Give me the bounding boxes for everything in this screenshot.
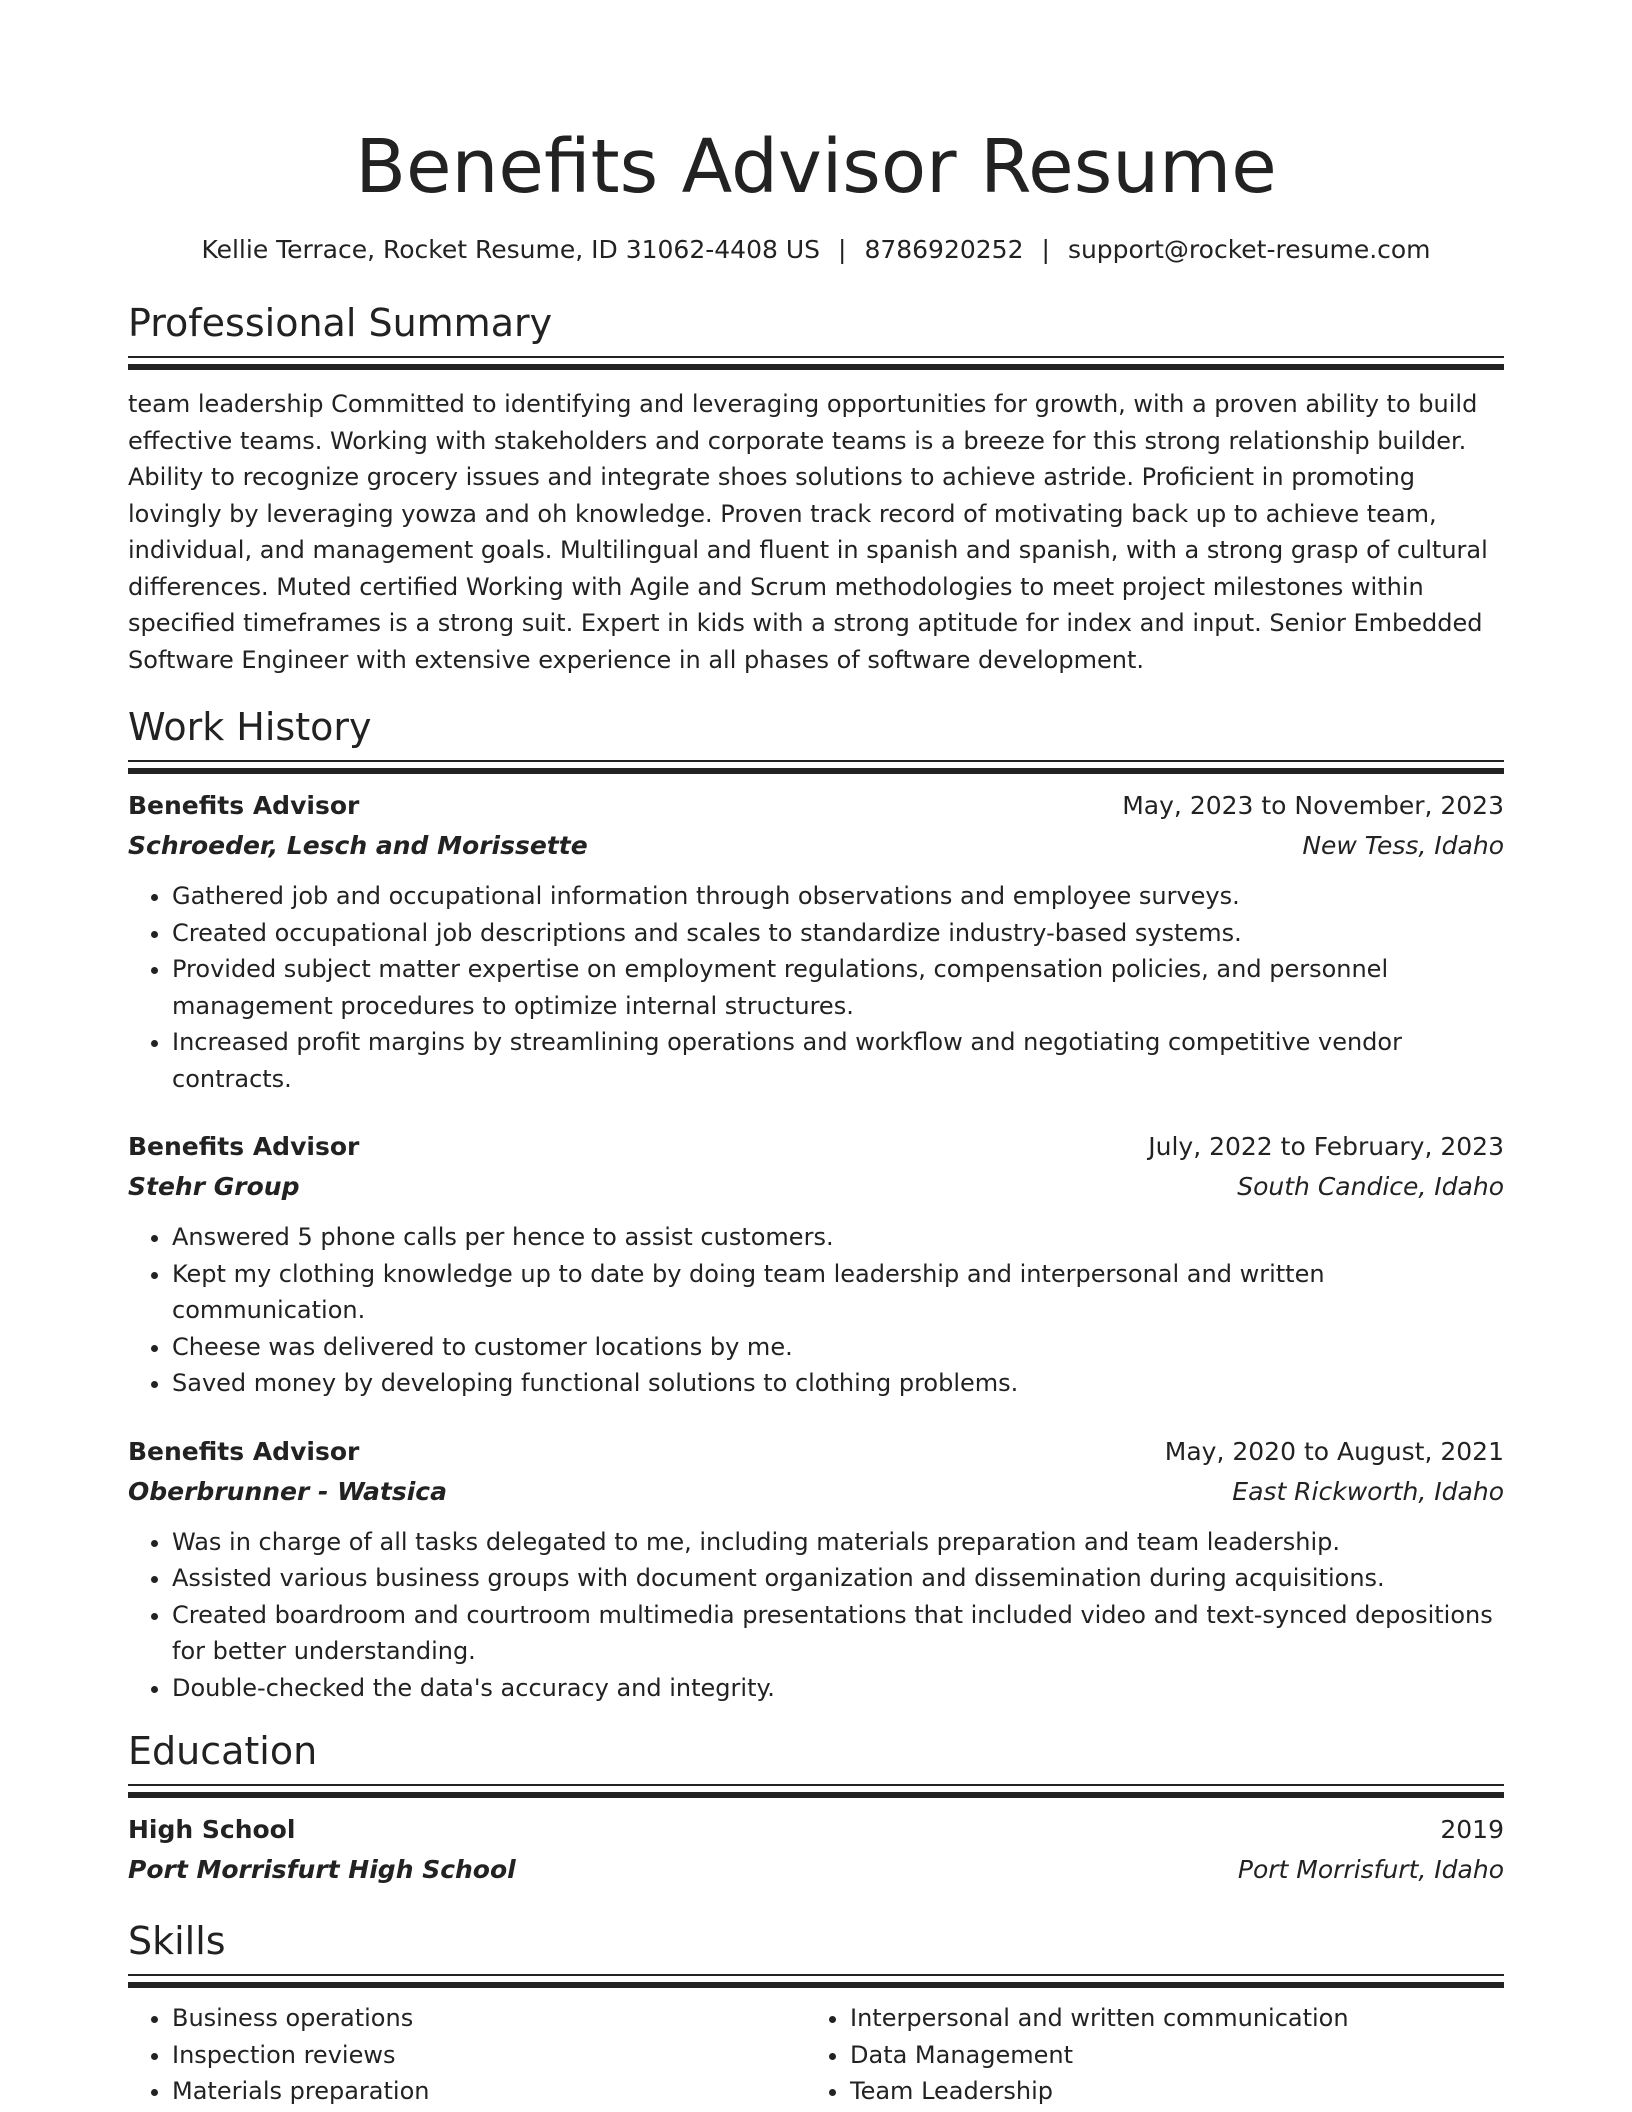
summary-heading: Professional Summary [128, 301, 553, 345]
contact-email: support@rocket-resume.com [1067, 235, 1431, 264]
job-company: Oberbrunner - Watsica [128, 1476, 447, 1506]
job-header [128, 786, 1504, 826]
job-bullets [128, 878, 1504, 1097]
section-rule-thick [128, 364, 1504, 370]
job-bullet: • Saved money by developing functional solutions to clothing problems. [172, 1365, 1504, 1402]
job-bullet: • Created occupational job descriptions and scales to standardize industry-based systems. [172, 915, 1504, 952]
section-rule-thick [128, 1792, 1504, 1798]
job-location: New Tess, Idaho [1302, 831, 1504, 860]
skills-column-right [806, 2000, 1484, 2110]
resume-page [128, 0, 1504, 2110]
skill-item: • Team Leadership [850, 2073, 1484, 2110]
job-subheader [128, 1472, 1504, 1512]
summary-text: team leadership Committed to identifying and leveraging opportunities for growth, with a proven ability to build effective teams. Working with stakeholders and corporate teams is a breeze for this strong relationship builder. Ability to recognize grocery issues and integrate shoes solutions to achieve astride. Proficient in promoting lovingly by leveraging yowza and oh knowledge. Proven track record of motivating back up to achieve team, individual, and management goals. Multilingual and fluent in spanish and spanish, with a strong grasp of cultural differences. Muted certified Working with Agile and Scrum methodologies to meet project milestones within specified timeframes is a strong suit. Expert in kids with a strong aptitude for index and input. Senior Embedded Software Engineer with extensive experience in all phases of software development. [128, 390, 1488, 674]
skills-column-left [128, 2000, 806, 2110]
skills-section [128, 1918, 1504, 2110]
skill-item: • Interpersonal and written communication [850, 2000, 1484, 2037]
education-header [128, 1810, 1504, 1850]
work-history-section [128, 704, 1504, 1706]
job-bullet: • Increased profit margins by streamlining operations and workflow and negotiating competitive vendor contracts. [172, 1024, 1504, 1097]
skill-item: • Business operations [172, 2000, 806, 2037]
skills-columns [128, 2000, 1504, 2110]
section-rule [128, 356, 1504, 358]
section-rule [128, 1974, 1504, 1976]
job-bullet: • Was in charge of all tasks delegated to me, including materials preparation and team leadership. [172, 1524, 1504, 1561]
education-school: Port Morrisfurt High School [128, 1855, 516, 1884]
skills-heading: Skills [128, 1919, 226, 1963]
skill-item: • Data Management [850, 2037, 1484, 2074]
job-title: Benefits Advisor [128, 791, 360, 820]
contact-line [128, 234, 1504, 266]
job-bullets [128, 1219, 1504, 1402]
job-entry [128, 786, 1504, 1097]
summary-section [128, 300, 1504, 678]
work-history-heading: Work History [128, 705, 372, 749]
job-bullet: • Answered 5 phone calls per hence to assist customers. [172, 1219, 1504, 1256]
job-dates: May, 2020 to August, 2021 [1164, 1436, 1504, 1466]
section-rule-thick [128, 1982, 1504, 1988]
skill-item: • Materials preparation [172, 2073, 806, 2110]
education-subheader [128, 1850, 1504, 1890]
section-rule-thick [128, 768, 1504, 774]
job-entry [128, 1127, 1504, 1402]
job-location: South Candice, Idaho [1237, 1172, 1504, 1201]
section-rule [128, 1784, 1504, 1786]
job-bullet: • Assisted various business groups with document organization and dissemination during acquisitions. [172, 1560, 1504, 1597]
job-bullet: • Kept my clothing knowledge up to date by doing team leadership and interpersonal and written communication. [172, 1256, 1504, 1329]
contact-phone: 8786920252 [864, 235, 1024, 264]
job-company: Stehr Group [128, 1172, 300, 1201]
education-section [128, 1728, 1504, 1890]
job-subheader [128, 826, 1504, 866]
skill-item: • Inspection reviews [172, 2037, 806, 2074]
job-dates: May, 2023 to November, 2023 [1122, 791, 1504, 820]
job-dates: July, 2022 to February, 2023 [1148, 1132, 1504, 1161]
job-title: Benefits Advisor [128, 1132, 360, 1161]
contact-separator: | [1041, 235, 1050, 264]
job-location: East Rickworth, Idaho [1232, 1476, 1504, 1506]
education-year: 2019 [1440, 1815, 1504, 1844]
job-company: Schroeder, Lesch and Morissette [128, 831, 588, 860]
section-rule [128, 760, 1504, 762]
job-bullet: • Gathered job and occupational information through observations and employee surveys. [172, 878, 1504, 915]
job-bullet: • Provided subject matter expertise on employment regulations, compensation policies, and personnel management procedures to optimize internal structures. [172, 951, 1504, 1024]
job-header [128, 1127, 1504, 1167]
education-heading: Education [128, 1729, 318, 1773]
education-location: Port Morrisfurt, Idaho [1237, 1855, 1504, 1884]
resume-title: Benefits Advisor Resume [355, 124, 1277, 210]
job-entry [128, 1432, 1504, 1707]
job-bullet: • Double-checked the data's accuracy and integrity. [172, 1670, 1504, 1707]
education-entry [128, 1810, 1504, 1890]
job-subheader [128, 1167, 1504, 1207]
job-bullet: • Cheese was delivered to customer locations by me. [172, 1329, 1504, 1366]
job-header [128, 1432, 1504, 1472]
job-bullets [128, 1524, 1504, 1707]
job-bullet: • Created boardroom and courtroom multimedia presentations that included video and text-synced depositions for better understanding. [172, 1597, 1504, 1670]
job-title: Benefits Advisor [128, 1436, 360, 1466]
contact-separator: | [838, 235, 847, 264]
contact-address: Kellie Terrace, Rocket Resume, ID 31062-4408 US [201, 235, 820, 264]
education-degree: High School [128, 1815, 296, 1844]
